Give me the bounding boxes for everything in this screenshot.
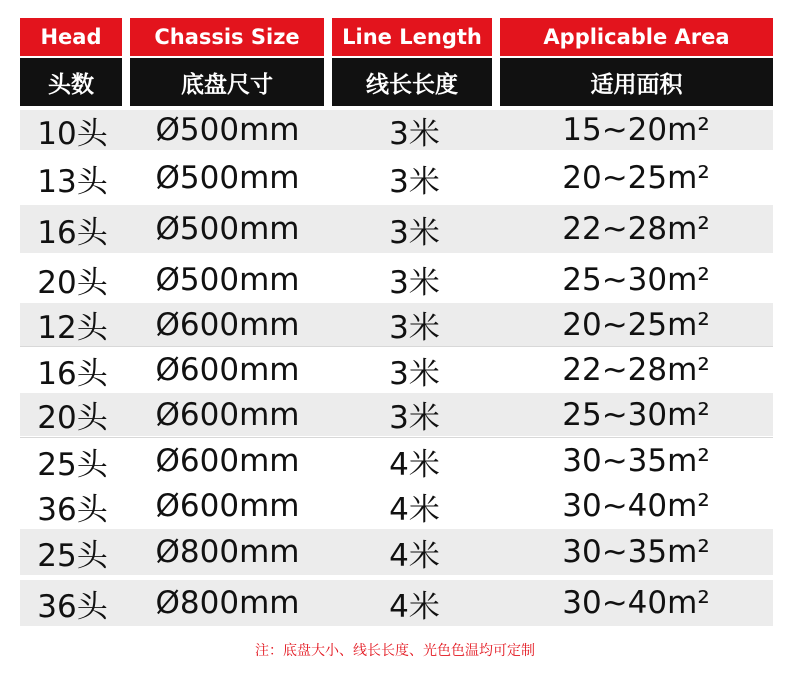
row-divider [20,437,773,438]
cell-area: 22~28m² [562,352,710,388]
cell-chassis: Ø600mm [155,488,300,524]
table-row [20,529,773,575]
cell-line: 3米 [389,214,440,251]
cell-chassis: Ø800mm [155,534,300,570]
cell-head: 16头 [37,214,108,251]
cell-area: 22~28m² [562,211,710,247]
cell-chassis: Ø500mm [155,112,300,148]
cell-area: 30~40m² [562,585,710,621]
table-row [20,303,773,346]
cell-head: 25头 [37,537,108,574]
header-area-cn: 适用面积 [500,58,773,106]
header-area-en: Applicable Area [500,18,773,56]
header-head-en: Head [20,18,122,56]
header-line-cn: 线长长度 [332,58,492,106]
cell-line: 4米 [389,588,440,625]
table-row [20,348,773,392]
table-row [20,393,773,436]
cell-line: 4米 [389,446,440,483]
table-row [20,257,773,302]
table-row [20,484,773,528]
cell-head: 20头 [37,400,108,436]
cell-line: 3米 [389,163,440,200]
cell-chassis: Ø500mm [155,261,300,298]
cell-head: 13头 [37,163,108,200]
cell-line: 3米 [389,400,440,436]
cell-area: 25~30m² [562,396,710,433]
cell-head: 36头 [37,588,108,625]
cell-chassis: Ø600mm [155,352,300,388]
cell-line: 3米 [389,265,440,301]
table-row [20,205,773,253]
cell-line: 4米 [389,537,440,574]
cell-head: 25头 [37,446,108,483]
cell-line: 3米 [389,310,440,346]
cell-area: 25~30m² [562,261,710,298]
cell-head: 20头 [37,265,108,301]
cell-area: 15~20m² [562,112,710,148]
cell-line: 3米 [389,355,440,392]
cell-head: 16头 [37,355,108,392]
cell-head: 10头 [37,115,108,152]
cell-chassis: Ø600mm [155,443,300,479]
cell-area: 30~40m² [562,488,710,524]
table-row [20,439,773,483]
cell-chassis: Ø600mm [155,306,300,343]
footnote: 注：底盘大小、线长长度、光色色温均可定制 [255,643,535,659]
cell-line: 4米 [389,491,440,528]
header-line-en: Line Length [332,18,492,56]
table-row [20,155,773,201]
cell-chassis: Ø600mm [155,396,300,433]
cell-chassis: Ø500mm [155,211,300,247]
cell-chassis: Ø500mm [155,160,300,196]
table-row [20,580,773,626]
header-head-cn: 头数 [20,58,122,106]
cell-area: 30~35m² [562,534,710,570]
cell-head: 12头 [37,310,108,346]
cell-area: 20~25m² [562,160,710,196]
header-chassis-cn: 底盘尺寸 [130,58,324,106]
row-divider [20,346,773,347]
cell-area: 30~35m² [562,443,710,479]
header-chassis-en: Chassis Size [130,18,324,56]
cell-head: 36头 [37,491,108,528]
cell-line: 3米 [389,115,440,152]
cell-area: 20~25m² [562,306,710,343]
cell-chassis: Ø800mm [155,585,300,621]
table-row [20,110,773,150]
